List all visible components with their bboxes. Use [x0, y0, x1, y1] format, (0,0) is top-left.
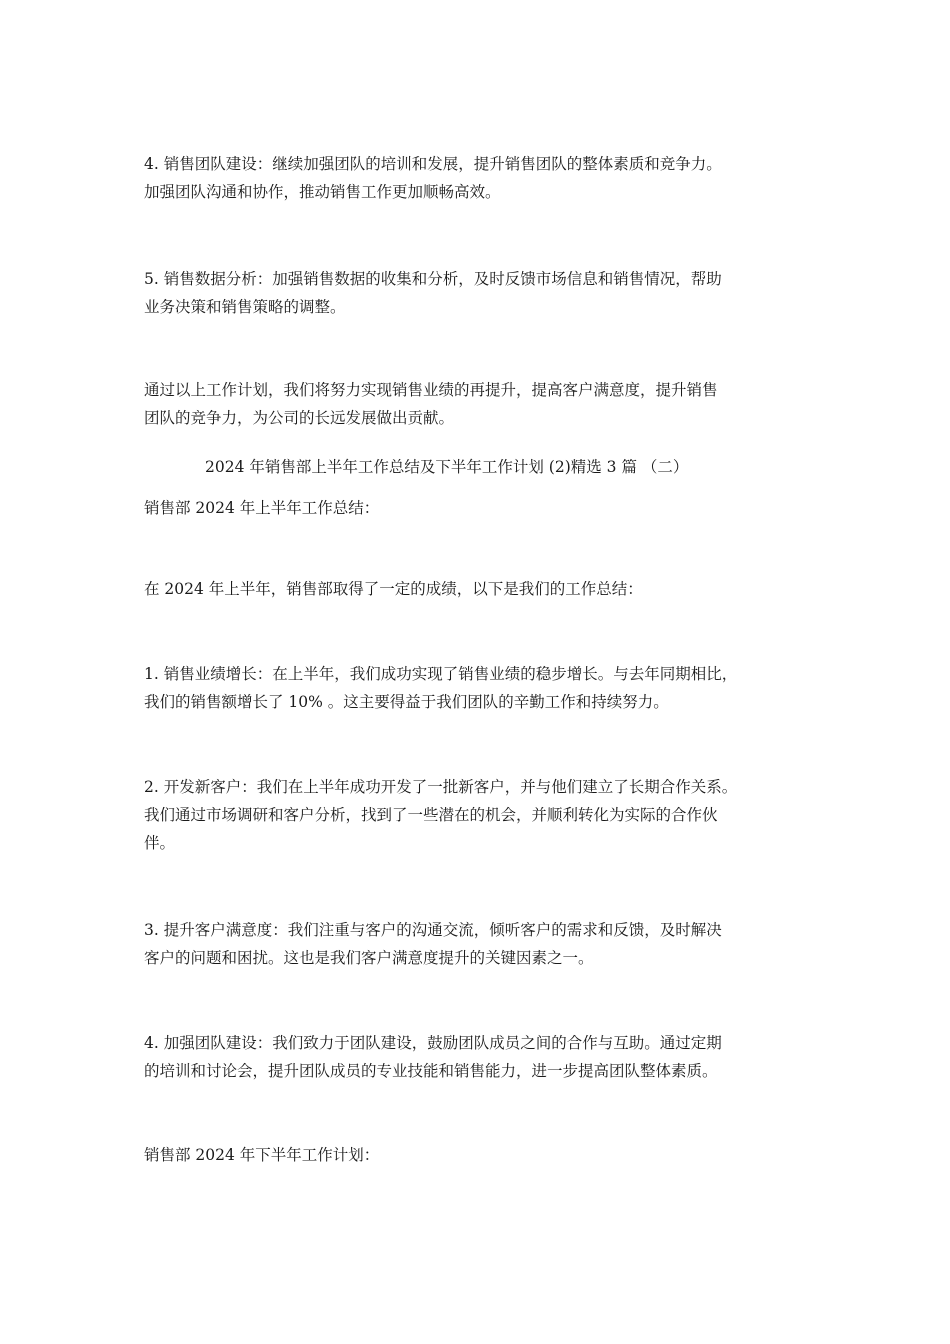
text-line: 3. 提升客户满意度：我们注重与客户的沟通交流，倾听客户的需求和反馈，及时解决	[144, 921, 722, 939]
text-line: 客户的问题和困扰。这也是我们客户满意度提升的关键因素之一。	[144, 949, 594, 967]
text-line: 通过以上工作计划，我们将努力实现销售业绩的再提升，提高客户满意度，提升销售	[144, 381, 718, 399]
paragraph-team-building	[144, 150, 814, 206]
summary-heading	[144, 494, 814, 522]
paragraph-sales-data	[144, 265, 814, 321]
text-line: 销售部 2024 年上半年工作总结：	[144, 499, 380, 517]
section-title: 2024 年销售部上半年工作总结及下半年工作计划 (2)精选 3 篇 （二）	[205, 458, 689, 476]
text-line: 我们通过市场调研和客户分析，找到了一些潜在的机会，并顺利转化为实际的合作伙	[144, 806, 718, 824]
paragraph-conclusion	[144, 376, 814, 432]
text-line: 团队的竞争力，为公司的长远发展做出贡献。	[144, 409, 455, 427]
text-line: 在 2024 年上半年，销售部取得了一定的成绩，以下是我们的工作总结：	[144, 580, 643, 598]
text-line: 2. 开发新客户：我们在上半年成功开发了一批新客户，并与他们建立了长期合作关系。	[144, 778, 738, 796]
text-line: 销售部 2024 年下半年工作计划：	[144, 1146, 380, 1164]
summary-item-2	[144, 773, 814, 857]
text-line: 我们的销售额增长了 10% 。这主要得益于我们团队的辛勤工作和持续努力。	[144, 693, 669, 711]
summary-item-4	[144, 1029, 814, 1085]
plan-heading	[144, 1141, 814, 1169]
text-line: 加强团队沟通和协作，推动销售工作更加顺畅高效。	[144, 183, 501, 201]
text-line: 1. 销售业绩增长：在上半年，我们成功实现了销售业绩的稳步增长。与去年同期相比，	[144, 665, 738, 683]
text-line: 4. 销售团队建设：继续加强团队的培训和发展，提升销售团队的整体素质和竞争力。	[144, 155, 722, 173]
text-line: 的培训和讨论会，提升团队成员的专业技能和销售能力，进一步提高团队整体素质。	[144, 1062, 718, 1080]
summary-item-1	[144, 660, 814, 716]
summary-intro	[144, 575, 814, 603]
text-line: 伴。	[144, 834, 176, 852]
text-line: 4. 加强团队建设：我们致力于团队建设，鼓励团队成员之间的合作与互助。通过定期	[144, 1034, 722, 1052]
text-line: 5. 销售数据分析：加强销售数据的收集和分析，及时反馈市场信息和销售情况，帮助	[144, 270, 722, 288]
text-line: 业务决策和销售策略的调整。	[144, 298, 346, 316]
summary-item-3	[144, 916, 814, 972]
